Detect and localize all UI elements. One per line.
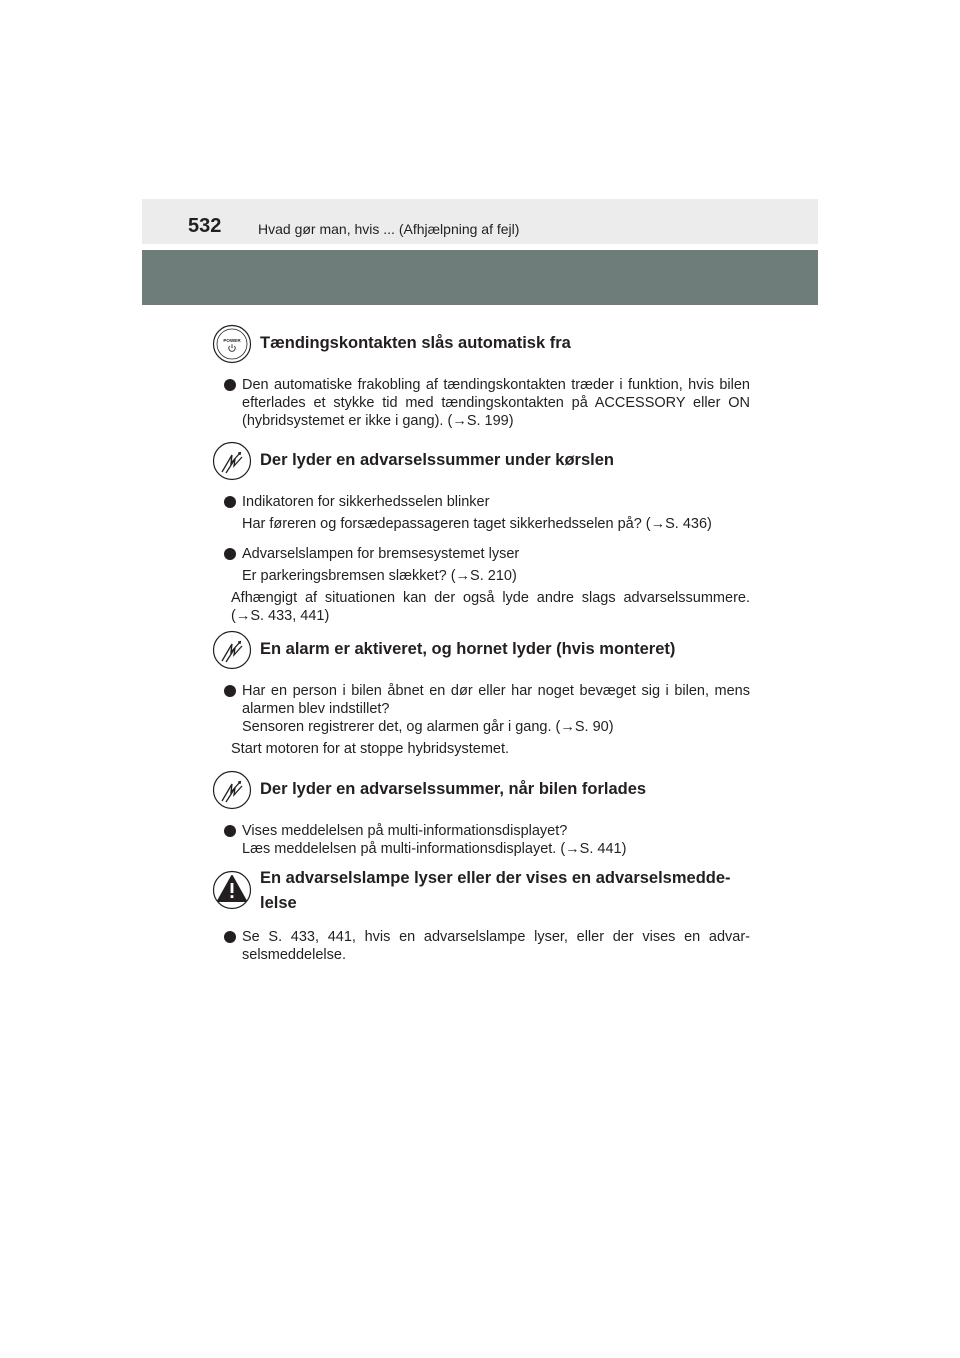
list-item — [210, 376, 750, 430]
section-buzzer-driving — [210, 441, 750, 625]
bullet-icon — [224, 825, 236, 837]
bullet-subtext: Sensoren registrerer det, og alarmen går i gang. (→S. 90) — [242, 719, 614, 735]
power-button-icon — [212, 324, 252, 364]
section-title: Der lyder en advarselssummer, når bilen forlades — [260, 780, 647, 798]
bullet-text: Har en person i bilen åbnet en dør eller har noget bevæget sig i bilen, mens alarmen blev indstillet? — [242, 683, 750, 717]
list-item — [210, 545, 750, 585]
list-item — [210, 682, 750, 736]
buzzer-icon — [212, 441, 252, 481]
section-title: En alarm er aktiveret, og hornet lyder (hvis monteret) — [260, 640, 676, 658]
section-warning-lamp — [210, 866, 750, 964]
section-heading — [210, 441, 750, 481]
section-note: Afhængigt af situationen kan der også lyde andre slags advarselssummere. (→S. 433, 441) — [231, 590, 750, 624]
section-heading — [210, 630, 750, 670]
power-icon-label: POWER — [223, 338, 241, 343]
bullet-icon — [224, 548, 236, 560]
section-band — [142, 250, 818, 305]
buzzer-icon — [212, 630, 252, 670]
warning-triangle-icon — [212, 870, 252, 910]
bullet-subtext: Er parkeringsbremsen slækket? (→S. 210) — [242, 568, 517, 584]
section-ignition-auto-off — [210, 324, 750, 430]
section-alarm-horn — [210, 630, 750, 758]
bullet-text: Se S. 433, 441, hvis en advarselslampe lyser, eller der vises en advar-selsmeddelelse. — [242, 929, 750, 963]
section-heading — [210, 866, 750, 916]
bullet-icon — [224, 496, 236, 508]
section-title: En advarselslampe lyser eller der vises en advarselsmedde-lelse — [260, 869, 731, 912]
list-item — [210, 822, 750, 858]
bullet-text: Indikatoren for sikkerhedsselen blinker — [242, 494, 490, 510]
bullet-text: Advarselslampen for bremsesystemet lyser — [242, 546, 520, 562]
list-item — [210, 928, 750, 964]
bullet-icon — [224, 379, 236, 391]
section-heading — [210, 324, 750, 364]
section-title: Der lyder en advarselssummer under kørslen — [260, 451, 614, 469]
buzzer-icon — [212, 770, 252, 810]
section-title: Tændingskontakten slås automatisk fra — [260, 334, 571, 352]
section-buzzer-leaving — [210, 770, 750, 858]
header-title: Hvad gør man, hvis ... (Afhjælpning af fejl) — [258, 221, 520, 237]
bullet-icon — [224, 685, 236, 697]
bullet-text: Vises meddelelsen på multi-informationsdisplayet? — [242, 823, 568, 839]
list-item — [210, 493, 750, 533]
bullet-subtext: Læs meddelelsen på multi-informationsdisplayet. (→S. 441) — [242, 841, 627, 857]
section-heading — [210, 770, 750, 810]
bullet-subtext: Har føreren og forsædepassageren taget sikkerhedsselen på? (→S. 436) — [242, 516, 712, 532]
page-number: 532 — [188, 215, 222, 237]
section-note: Start motoren for at stoppe hybridsystemet. — [231, 741, 510, 757]
bullet-text: Den automatiske frakobling af tændingskontakten træder i funktion, hvis bilen efterlades et stykke tid med tændingskontakten på ACCESSORY eller ON (hybridsystemet er ikke i gang). (→S. 199) — [242, 377, 750, 429]
bullet-icon — [224, 931, 236, 943]
